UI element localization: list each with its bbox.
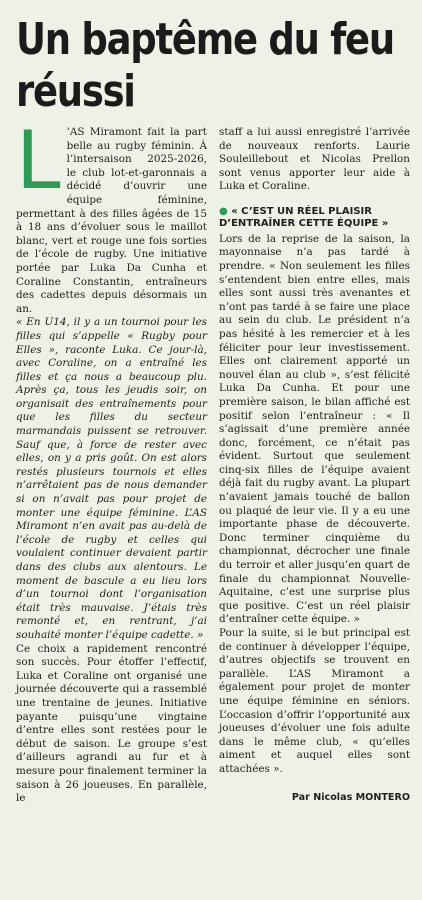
bullet-icon: ● <box>219 205 228 217</box>
column-left <box>16 114 207 806</box>
quote-paragraph <box>16 316 207 642</box>
subheading <box>219 206 410 231</box>
paragraph: Pour la suite, si le but principal est de continuer à développer l’équipe, d’autres objectifs se trouvent en parallèle. L’AS Miramont a également pour projet de monter une équipe féminine en séniors. L’occasion d’offrir l’opportunité aux joueuses d’évoluer une fois adulte dans le même club, « qu’elles aiment et auquel elles sont attachées ». <box>219 627 410 775</box>
paragraph: Ce choix a rapidement rencontré son succès. Pour étoffer l’effectif, Luka et Coraline ont organisé une journée découverte qui a rassemblé une trentaine de jeunes. Initiative payante puisqu’une vingtaine d’entre elles sont restées pour le début de saison. Le groupe s’est d’ailleurs agrandi au fur et à mesure pour finalement terminer la saison à 26 joueuses. En parallèle, le <box>16 642 207 805</box>
paragraph-text: ’AS Miramont fait la part belle au rugby féminin. À l’intersaison 2025-2026, le club lot-et-garonnais a décidé d’ouvrir une équipe féminine, permettant à des filles âgées de 15 à 18 ans d’évoluer sous le maillot blanc, vert et rouge une fois sorties de l’école de rugby. Une initiative portée par Luka Da Cunha et Coraline Constantin, entraîneurs des cadettes depuis désormais un an. <box>16 126 207 315</box>
byline: Par Nicolas MONTERO <box>291 791 410 803</box>
paragraph: Lors de la reprise de la saison, la mayonnaise n’a pas tardé à prendre. « Non seulement les filles s’entendent bien entre elles, mais elles sont aussi très avenantes et n’ont pas tardé à se faire une place au sein du club. Le président n’a pas hésité à les remercier et à les féliciter pour leur investissement. Elles ont clairement apporté un nouvel élan au club », s’est félicité Luka Da Cunha. Et pour une première saison, le bilan affiché est positif selon l’entraîneur : « Il s’agissait d’une première année donc, forcément, ce n’était pas évident. Surtout que seulement cinq-six filles de l’équipe avaient déjà fait du rugby avant. La plupart n’avaient jamais touché de ballon ou plaqué de leur vie. Il y a eu une importante phase de découverte. Donc terminer cinquième du championnat, décrocher une finale du terroir et aller jusqu’en quart de finale du championnat Nouvelle-Aquitaine, c’est une surprise plus que positive. C’est un réel plaisir d’entraîner cette équipe. » <box>219 232 410 626</box>
article-body <box>16 114 410 806</box>
subheading-text: « C’EST UN RÉEL PLAISIR D’ENTRAÎNER CETTE ÉQUIPE » <box>219 205 389 230</box>
column-right <box>219 126 410 806</box>
paragraph <box>16 114 207 316</box>
headline: Un baptême du feu réussi <box>16 14 394 117</box>
drop-cap: L <box>16 114 61 207</box>
paragraph: staff a lui aussi enregistré l’arrivée de nouveaux renforts. Laurie Souleillebout et Nicolas Prellon sont venus apporter leur aide à Luka et Coraline. <box>219 126 410 193</box>
quote-text: « En U14, il y a un tournoi pour les filles qui s’appelle « Rugby pour Elles », raconte Luka. Ce jour-là, avec Coraline, on a entraîné les filles et ça nous a beaucoup plu. Après ça, tous les jeudis soir, on organisait des entraînements pour que les filles du secteur marmandais puissent se retrouver. Sauf que, à force de rester avec elles, on y a pris goût. On est alors restés plusieurs tournois et elles n’arrêtaient pas de nous demander si on n’avait pas pour projet de monter une équipe féminine. L’AS Miramont n’en avait pas au-delà de l’école de rugby et celles qui voulaient continuer devaient partir dans des clubs aux alentours. Le moment de bascule a eu lieu lors d’un tournoi dont l’organisation était très mauvaise. J’étais très remonté et, en rentrant, j’ai souhaité monter l’équipe cadette. » <box>16 316 207 641</box>
